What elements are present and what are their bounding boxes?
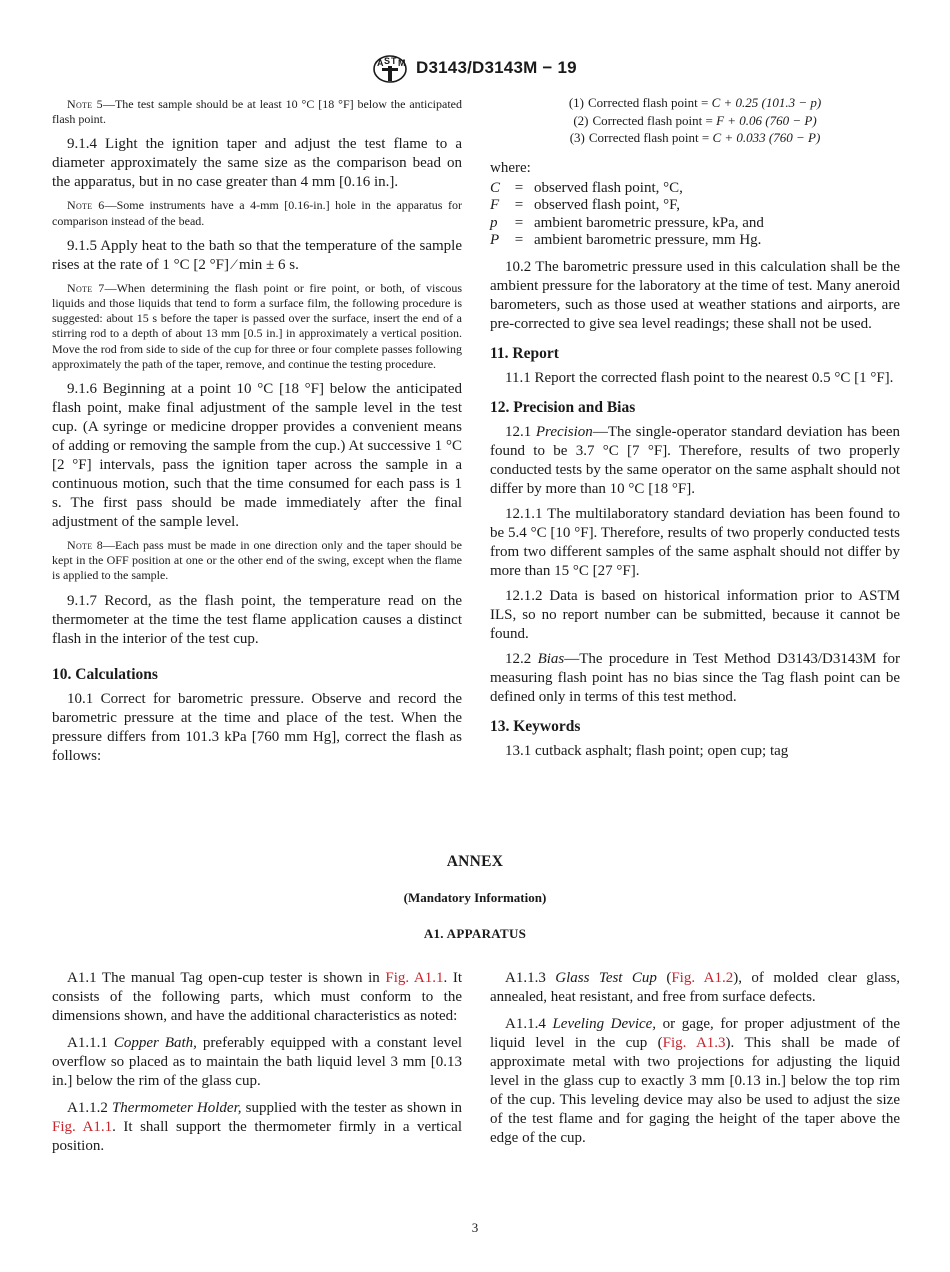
equation-1: (1) Corrected flash point = C + 0.25 (101.3 − p) (568, 95, 822, 110)
equation-2: (2) Corrected flash point = F + 0.06 (760 − P) (573, 112, 817, 128)
figure-link[interactable]: Fig. A1.1 (52, 1119, 113, 1135)
para-a1-1: A1.1 The manual Tag open-cup tester is shown in Fig. A1.1. It consists of the following parts, which must conform to the dimensions shown, and have the additional characteristics as noted: (52, 970, 463, 1024)
annex-section-heading: A1. APPARATUS (423, 926, 527, 941)
para-12-1: 12.1 Precision—The single-operator standard deviation has been found to be 3.7 °C [7 °F]. Therefore, results of two properly conducted tests by the same operator on the same asphalt should not differ by more than 10 °C [18 °F]. (490, 423, 900, 497)
para-a1-1-2: A1.1.2 Thermometer Holder, supplied with the tester as shown in Fig. A1.1. It shall support the thermometer firmly in a vertical position. (52, 1100, 463, 1154)
note-6: Note 6—Some instruments have a 4-mm [0.16-in.] hole in the apparatus for comparison instead of the bead. (52, 198, 462, 228)
para-a1-1-3: A1.1.3 Glass Test Cup (Fig. A1.2), of molded clear glass, annealed, heat resistant, and free from surface defects. (490, 970, 901, 1005)
variable-row: C = observed flash point, °C, (490, 179, 683, 196)
page-header (0, 54, 950, 84)
equation-3: (3) Corrected flash point = C + 0.033 (760 − P) (569, 130, 821, 145)
figure-link[interactable]: Fig. A1.2 (671, 970, 734, 986)
figure-link[interactable]: Fig. A1.1 (385, 970, 444, 986)
para-11-1: 11.1 Report the corrected flash point to the nearest 0.5 °C [1 °F]. (505, 369, 894, 386)
para-9-1-4: 9.1.4 Light the ignition taper and adjust the test flame to a diameter approximately the same size as the comparison bead on the apparatus, but in no case greater than 4 mm [0.16 in.]. (52, 136, 462, 191)
para-12-1-2: 12.1.2 Data is based on historical information prior to ASTM ILS, so no report number can be submitted, because it cannot be found. (490, 587, 900, 642)
left-column (52, 94, 462, 772)
para-12-1-1: 12.1.1 The multilaboratory standard deviation has been found to be 5.4 °C [10 °F]. Therefore, results of two properly conducted tests from two different samples of the same asphalt should not differ by more than 15 °C [27 °F]. (490, 505, 900, 579)
para-9-1-6: 9.1.6 Beginning at a point 10 °C [18 °F] below the anticipated flash point, make final adjustment of the sample level in the test cup. (A syringe or medicine dropper provides a convenient means of adding or removing the sample from the cup.) At successive 1 °C [2 °F] intervals, pass the ignition taper across the sample in a continuous motion, such that the time consumed for each pass is 1 s. The first pass should be made immediately after the final adjustment of the sample level. (52, 381, 462, 531)
para-a1-1-4: A1.1.4 Leveling Device, or gage, for proper adjustment of the liquid level in the cup (Fig. A1.3). This shall be made of approximate metal with two projections for adjusting the liquid level in the glass cup to exactly 3 mm [0.13 in.] below the top rim of the cup. This leveling device may also be used to adjust the size of the test flame and for gaging the height of the taper above the edge of the cup. (490, 1016, 901, 1146)
document-designation: D3143/D3143M − 19 (416, 58, 577, 77)
annex-left-column (52, 969, 462, 1164)
figure-link[interactable]: Fig. A1.3 (662, 1035, 726, 1051)
note-8: Note 8—Each pass must be made in one direction only and the taper should be kept in the OFF position at one or the other end of the swing, except when the flame is applied to the sample. (52, 538, 462, 583)
svg-text:T: T (391, 56, 397, 66)
annex-subtitle: (Mandatory Information) (403, 890, 547, 905)
variable-row: P = ambient barometric pressure, mm Hg. (490, 232, 762, 248)
variable-row: F = observed flash point, °F, (490, 197, 681, 213)
para-13-1: 13.1 cutback asphalt; flash point; open cup; tag (505, 742, 789, 759)
svg-text:S: S (384, 56, 391, 66)
para-12-2: 12.2 Bias—The procedure in Test Method D3143/D3143M for measuring flash point has no bias since the Tag flash point can be defined only in terms of this test method. (490, 650, 900, 705)
svg-text:M: M (398, 58, 406, 68)
equations (490, 94, 900, 147)
para-a1-1-1: A1.1.1 Copper Bath, preferably equipped with a constant level overflow so placed as to maintain the bath liquid level 3 mm [0.13 in.] below the rim of the glass cup. (52, 1035, 462, 1089)
annex-title: ANNEX (446, 853, 504, 870)
annex-right-column (490, 969, 900, 1156)
variable-row: p = ambient barometric pressure, kPa, and (490, 214, 764, 231)
para-9-1-7: 9.1.7 Record, as the flash point, the temperature read on the thermometer at the time the test flame application causes a distinct flash in the interior of the test cup. (52, 592, 462, 647)
note-7: Note 7—When determining the flash point or fire point, or both, of viscous liquids and those liquids that tend to form a surface film, the following procedure is suggested: about 15 s before the taper is passed over the surface, insert the end of a stirring rod to a depth of about 13 mm [0.5 in.] in approximately a vertical position. Move the rod from side to side of the cup for three or four complete passes following approximately the path of the taper, remove, and continue the testing procedure. (52, 280, 462, 371)
where-label: where: (490, 159, 531, 176)
section-heading-report: 11. Report (490, 344, 559, 362)
section-heading-calculations: 10. Calculations (52, 665, 158, 683)
right-column (490, 94, 900, 767)
svg-text:A: A (377, 58, 384, 68)
section-heading-keywords: 13. Keywords (490, 717, 581, 735)
para-10-1: 10.1 Correct for barometric pressure. Observe and record the barometric pressure at the time and place of the test. When the pressure differs from 101.3 kPa [760 mm Hg], correct the flash as follows: (52, 690, 462, 764)
page-number: 3 (471, 1220, 479, 1235)
note-5: Note 5—The test sample should be at least 10 °C [18 °F] below the anticipated flash point. (52, 97, 462, 127)
variable-list (490, 180, 900, 250)
para-10-2: 10.2 The barometric pressure used in this calculation shall be the ambient pressure for the laboratory at the time of test. Many aneroid barometers, such as those used at weather stations and airports, are pre-corrected to give sea level readings; these shall not be used. (490, 258, 900, 332)
para-9-1-5: 9.1.5 Apply heat to the bath so that the temperature of the sample rises at the rate of 1 °C [2 °F] ⁄ min ± 6 s. (52, 237, 462, 273)
astm-logo-icon (371, 54, 409, 84)
section-heading-precision-bias: 12. Precision and Bias (490, 398, 636, 416)
